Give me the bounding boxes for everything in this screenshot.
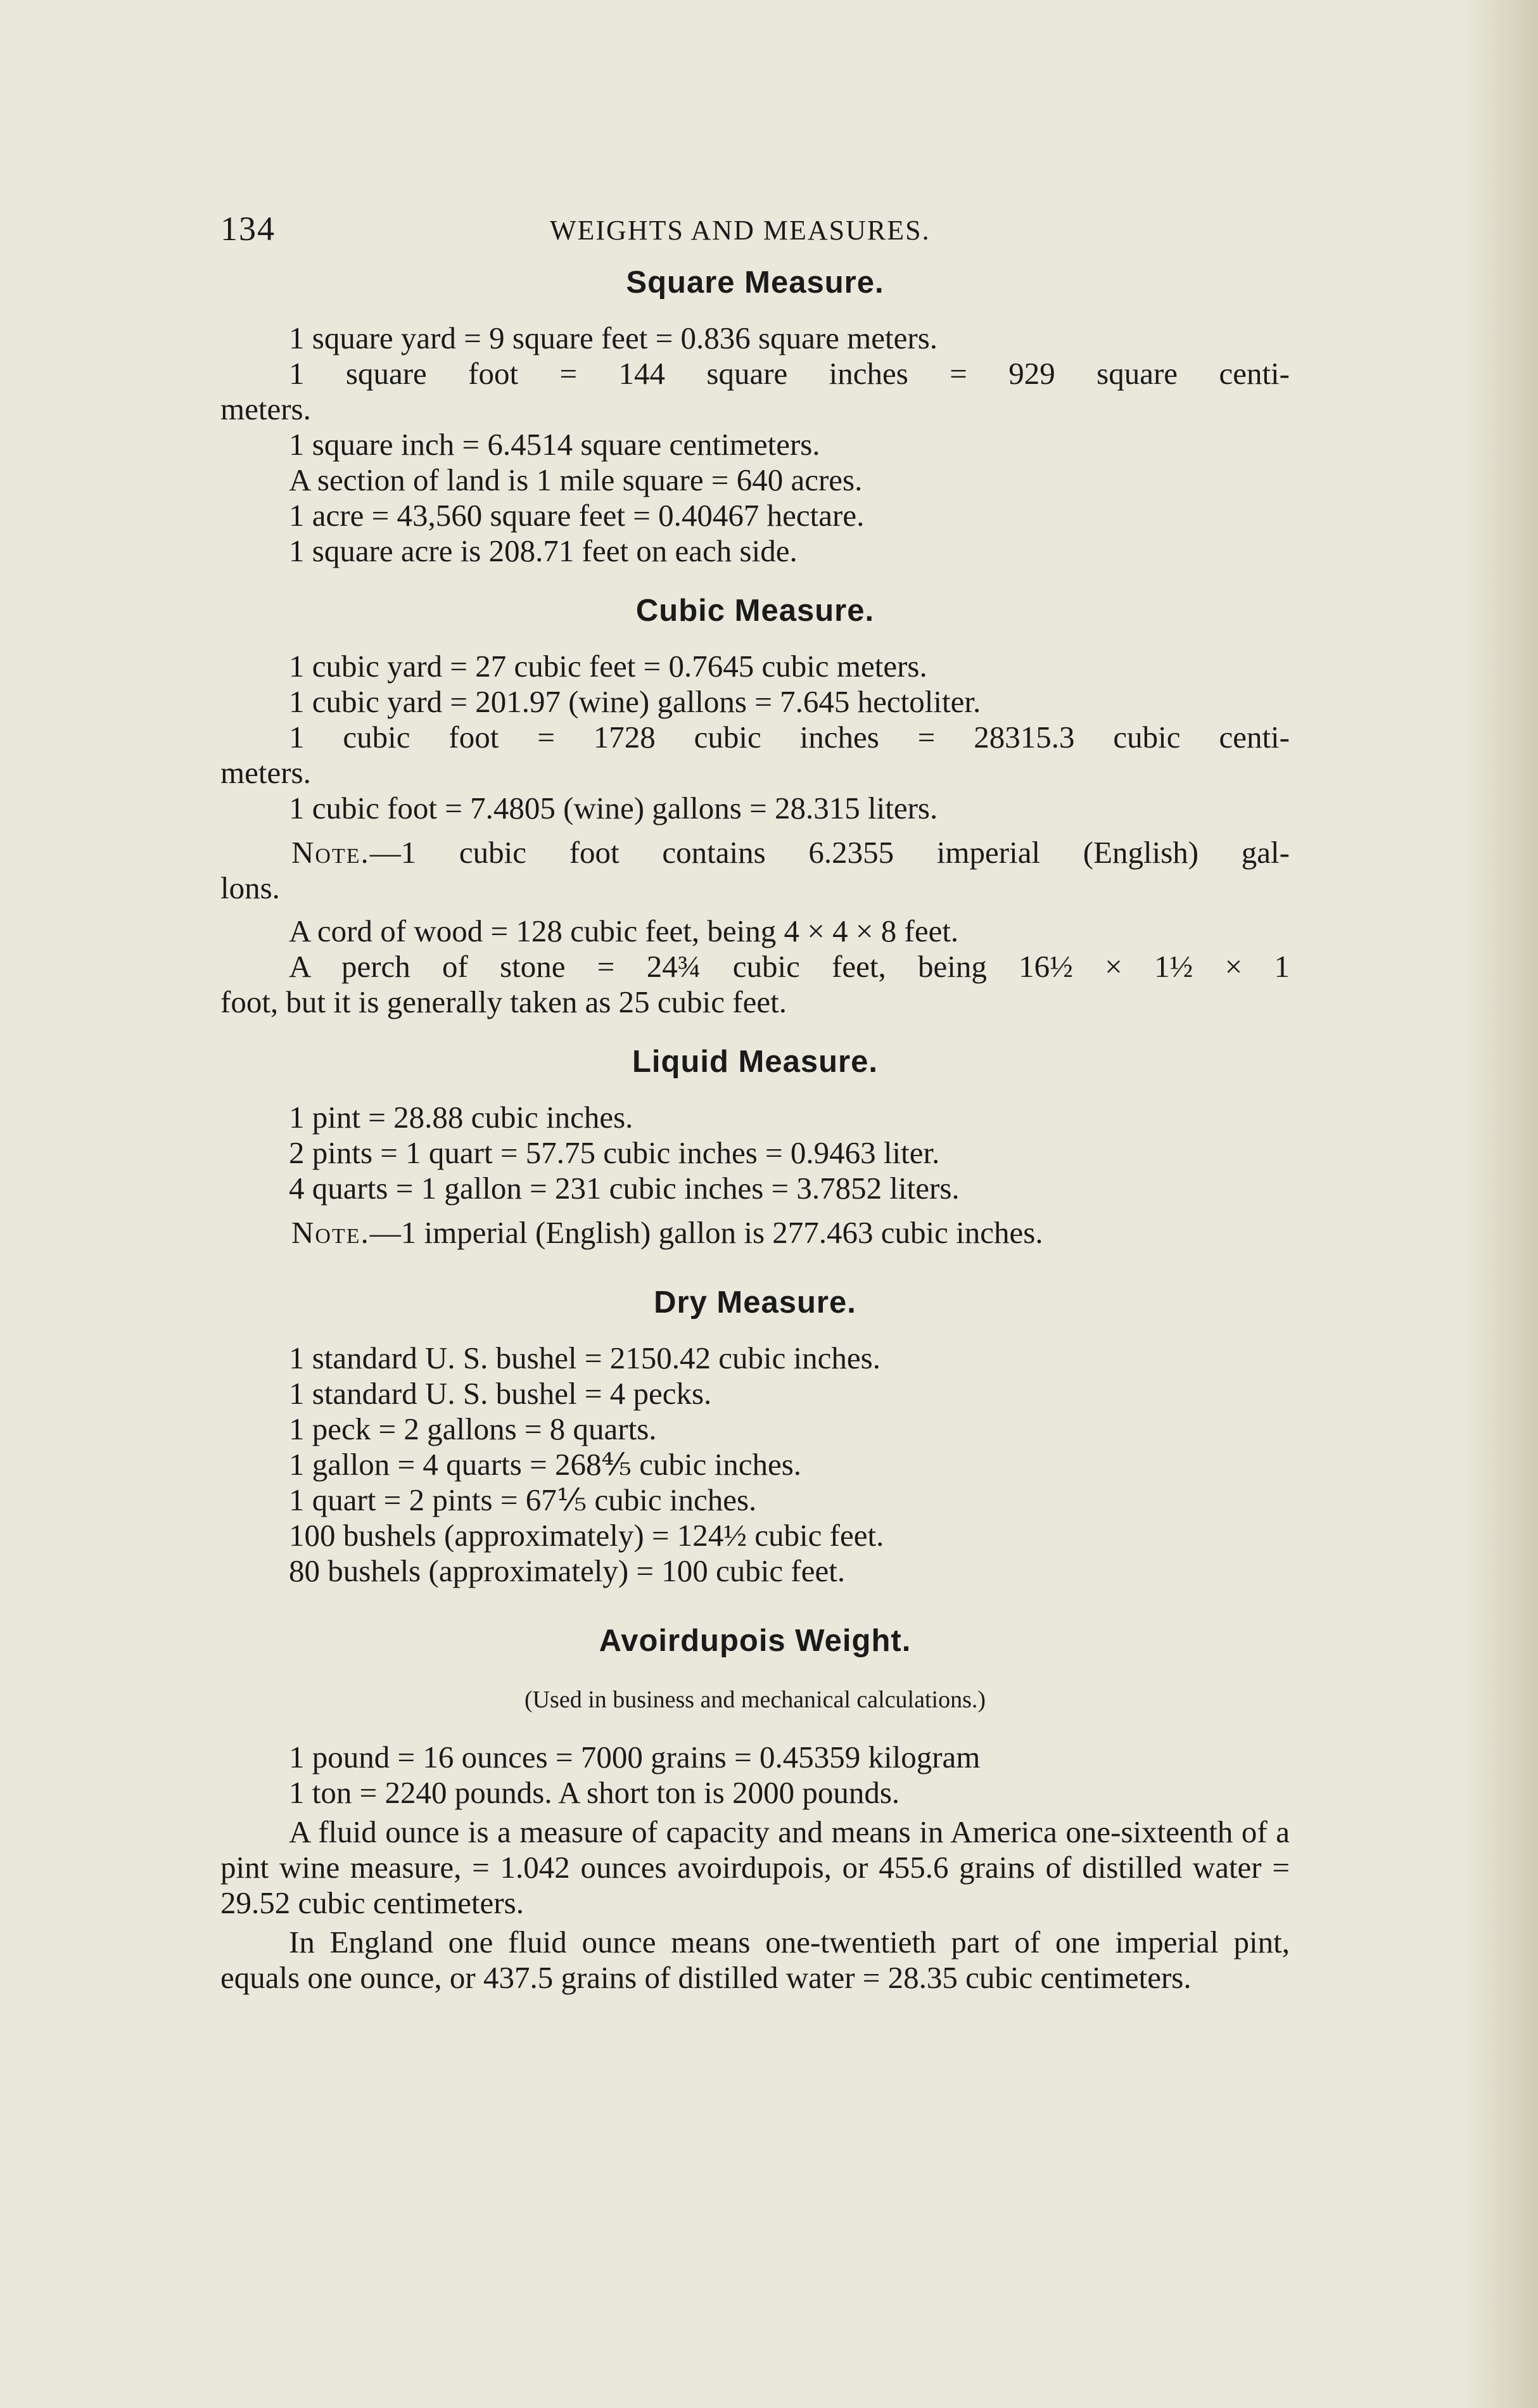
text-line: 1 square acre is 208.71 feet on each side. — [289, 533, 798, 568]
section-liquid-measure — [220, 1039, 1290, 1251]
section-square-measure — [220, 260, 1290, 569]
paragraph-fluid-ounce-america: A fluid ounce is a measure of capacity and means in America one-sixteenth of a pint wine measure, = 1.042 ounces avoirdupois, or 455.6 grains of distilled water = 29.52 cubic centimeters. — [220, 1814, 1290, 1920]
note-line — [220, 835, 1290, 870]
page-number: 134 — [220, 210, 276, 248]
page-header — [220, 209, 1290, 260]
section-dry-measure — [220, 1280, 1290, 1589]
text-line: A perch of stone = 24¾ cubic feet, being 16½ × 1½ × 1 — [289, 949, 1290, 984]
paragraph-fluid-ounce-england: In England one fluid ounce means one-twentieth part of one imperial pint, equals one ounce, or 437.5 grains of distilled water = 28.35 cubic centimeters. — [220, 1925, 1290, 1995]
text-line: 1 cubic foot = 1728 cubic inches = 28315.3 cubic centi- — [289, 720, 1290, 755]
text-line: 1 peck = 2 gallons = 8 quarts. — [289, 1411, 657, 1446]
section-title: Liquid Measure. — [632, 1045, 878, 1079]
text-line: 1 quart = 2 pints = 67⅕ cubic inches. — [289, 1482, 757, 1517]
text-line: 1 cubic yard = 27 cubic feet = 0.7645 cubic meters. — [289, 649, 927, 684]
text-line: 1 acre = 43,560 square feet = 0.40467 hectare. — [289, 498, 865, 533]
text-line: 1 standard U. S. bushel = 4 pecks. — [289, 1376, 712, 1411]
note-label: Note. — [291, 835, 370, 870]
text-line: 1 square inch = 6.4514 square centimeters. — [289, 427, 820, 462]
text-line: 1 standard U. S. bushel = 2150.42 cubic inches. — [289, 1341, 880, 1375]
text-line: 1 square foot = 144 square inches = 929 square centi- — [289, 356, 1290, 391]
text-line: foot, but it is generally taken as 25 cubic feet. — [220, 984, 787, 1019]
text-line: 1 pound = 16 ounces = 7000 grains = 0.45359 kilogram — [289, 1740, 981, 1774]
running-head: WEIGHTS AND MEASURES. — [550, 215, 931, 246]
text-line: meters. — [220, 392, 311, 426]
text-line: 1 cubic foot = 7.4805 (wine) gallons = 28.315 liters. — [289, 791, 938, 825]
text-line: 1 ton = 2240 pounds. A short ton is 2000 pounds. — [289, 1775, 900, 1810]
section-title: Cubic Measure. — [635, 594, 875, 628]
section-cubic-measure — [220, 588, 1290, 1020]
section-title: Dry Measure. — [654, 1285, 856, 1320]
page-edge-shadow — [1462, 0, 1538, 2408]
text-line: 1 cubic yard = 201.97 (wine) gallons = 7.645 hectoliter. — [289, 684, 981, 719]
section-title: Square Measure. — [626, 265, 884, 300]
text-line: 1 square yard = 9 square feet = 0.836 square meters. — [289, 321, 938, 355]
note-text: —1 imperial (English) gallon is 277.463 cubic inches. — [369, 1215, 1043, 1250]
text-line: meters. — [220, 755, 311, 790]
text-line: 1 gallon = 4 quarts = 268⅘ cubic inches. — [289, 1447, 802, 1482]
text-line: 80 bushels (approximately) = 100 cubic feet. — [289, 1553, 846, 1588]
text-line: 1 pint = 28.88 cubic inches. — [289, 1100, 633, 1135]
note-label: Note. — [291, 1215, 370, 1250]
text-line: 100 bushels (approximately) = 124½ cubic feet. — [289, 1518, 884, 1553]
section-title: Avoirdupois Weight. — [599, 1624, 912, 1658]
text-line: A section of land is 1 mile square = 640 acres. — [289, 462, 863, 497]
text-line: A cord of wood = 128 cubic feet, being 4 × 4 × 8 feet. — [289, 914, 959, 948]
note-line — [220, 1215, 1290, 1251]
text-line: lons. — [220, 870, 280, 905]
book-page — [220, 209, 1290, 1996]
section-subtitle: (Used in business and mechanical calculations.) — [524, 1686, 986, 1713]
text-line: 4 quarts = 1 gallon = 231 cubic inches = 3.7852 liters. — [289, 1171, 960, 1206]
section-avoirdupois-weight — [220, 1618, 1290, 1996]
note-text: —1 cubic foot contains 6.2355 imperial (English) gal- — [369, 835, 1290, 870]
text-line: 2 pints = 1 quart = 57.75 cubic inches = 0.9463 liter. — [289, 1135, 940, 1170]
